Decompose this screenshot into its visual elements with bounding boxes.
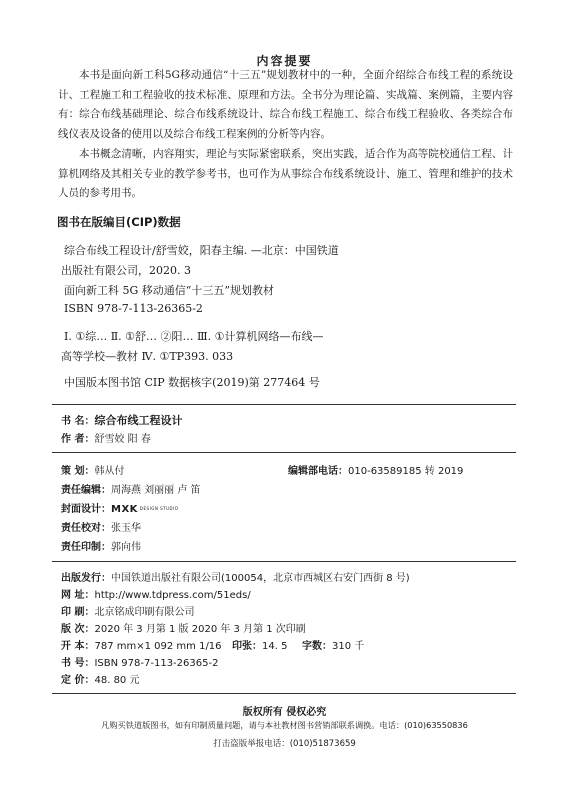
printer-label: 印 刷： <box>61 607 95 618</box>
cip-line-1: 综合布线工程设计/舒雪姣，阳春主编. —北京：中国铁道 <box>64 244 339 257</box>
words-value: 310 千 <box>332 641 365 652</box>
mxk-logo: MXK DESIGN STUDIO <box>111 504 179 515</box>
print-row <box>61 538 141 553</box>
format-label: 开 本： <box>61 641 95 652</box>
sheets-label: 印张： <box>232 641 262 652</box>
proof-label: 责任校对： <box>61 523 111 534</box>
price-label: 定 价： <box>61 675 95 686</box>
cip-line-4: ISBN 978-7-113-26365-2 <box>64 302 203 315</box>
edition-row <box>61 620 306 635</box>
summary-title: 内容提要 <box>256 54 313 68</box>
proof-value: 张玉华 <box>111 523 141 534</box>
book-title-label: 书 名： <box>61 416 95 427</box>
editor-phone-label: 编辑部电话： <box>288 466 348 477</box>
editor-value: 周海燕 刘丽丽 卢 笛 <box>111 485 201 496</box>
summary-paragraph-1: 本书是面向新工科5G移动通信“十三五”规划教材中的一种，全面介绍综合布线工程的系统设计、工程施工和工程验收的技术标准、原理和方法。全书分为理论篇、实战篇、案例篇，主要内容有：综合布线基础理论、综合布线系统设计、综合布线工程施工、综合布线工程验收、各类综合布线仪表及设备的使用以及综合布线工程案例的分析等内容。 <box>58 69 513 140</box>
edition-label: 版 次： <box>61 624 95 635</box>
isbn-label: 书 号： <box>61 658 95 669</box>
sheets-row <box>232 637 287 652</box>
cip-line-5: Ⅰ. ①综… Ⅱ. ①舒… ②阳… Ⅲ. ①计算机网络—布线— <box>64 330 324 343</box>
web-row <box>61 586 251 601</box>
editor-phone-row <box>288 462 463 477</box>
rights-notice: 版权所有 侵权必究 <box>242 707 327 718</box>
summary-paragraph-2: 本书概念清晰，内容翔实，理论与实际紧密联系，突出实践，适合作为高等院校通信工程、计算机网络及其相关专业的教学参考书，也可作为从事综合布线系统设计、施工、管理和维护的技术人员的参考用书。 <box>58 148 513 199</box>
quality-notice: 凡购买铁道版图书，如有印制质量问题，请与本社教材图书营销部联系调换。电话：(010)63550836 <box>101 720 468 730</box>
book-author-value: 舒雪姣 阳 春 <box>94 434 151 445</box>
cip-line-3: 面向新工科 5G 移动通信“十三五”规划教材 <box>64 284 275 297</box>
proof-row <box>61 519 141 534</box>
format-value: 787 mm×1 092 mm 1/16 <box>94 641 222 652</box>
editor-phone-value: 010-63589185 转 2019 <box>348 466 464 477</box>
sheets-value: 14. 5 <box>262 641 288 652</box>
book-title-value: 综合布线工程设计 <box>94 414 183 427</box>
divider <box>52 693 516 694</box>
printer-value: 北京铭成印刷有限公司 <box>94 607 195 618</box>
web-value: http://www.tdpress.com/51eds/ <box>94 590 251 601</box>
cip-line-2: 出版社有限公司，2020. 3 <box>61 264 191 277</box>
cover-label: 封面设计： <box>61 504 111 515</box>
book-author-label: 作 者： <box>61 434 95 445</box>
isbn-row <box>61 654 218 669</box>
printer-row <box>61 603 194 618</box>
piracy-notice: 打击盗版举报电话：(010)51873659 <box>213 739 356 749</box>
planner-value: 韩从付 <box>94 466 125 477</box>
publisher-label: 出版发行： <box>61 573 111 584</box>
planner-label: 策 划： <box>61 466 95 477</box>
divider <box>52 561 516 562</box>
words-label: 字数： <box>302 641 332 652</box>
price-row <box>61 671 139 686</box>
editor-label: 责任编辑： <box>61 485 111 496</box>
divider <box>52 452 516 453</box>
cip-line-7: 中国版本图书馆 CIP 数据核字(2019)第 277464 号 <box>64 376 320 389</box>
format-row <box>61 637 222 652</box>
publisher-row <box>61 569 410 584</box>
divider <box>52 404 516 405</box>
book-author-row <box>61 430 151 445</box>
words-row <box>302 637 364 652</box>
cip-heading: 图书在版编目(CIP)数据 <box>57 215 181 229</box>
web-label: 网 址： <box>61 590 95 601</box>
price-value: 48. 80 元 <box>94 675 140 686</box>
cover-row <box>61 500 178 515</box>
cip-line-6: 高等学校—教材 Ⅳ. ①TP393. 033 <box>61 350 234 363</box>
planner-row <box>61 462 124 477</box>
isbn-value: ISBN 978-7-113-26365-2 <box>94 658 219 669</box>
print-value: 郭向伟 <box>111 542 141 553</box>
editor-row <box>61 481 201 496</box>
print-label: 责任印制： <box>61 542 111 553</box>
publisher-value: 中国铁道出版社有限公司(100054，北京市西城区右安门西街 8 号) <box>111 573 410 584</box>
book-title-row <box>61 412 182 428</box>
edition-value: 2020 年 3 月第 1 版 2020 年 3 月第 1 次印刷 <box>94 624 306 635</box>
